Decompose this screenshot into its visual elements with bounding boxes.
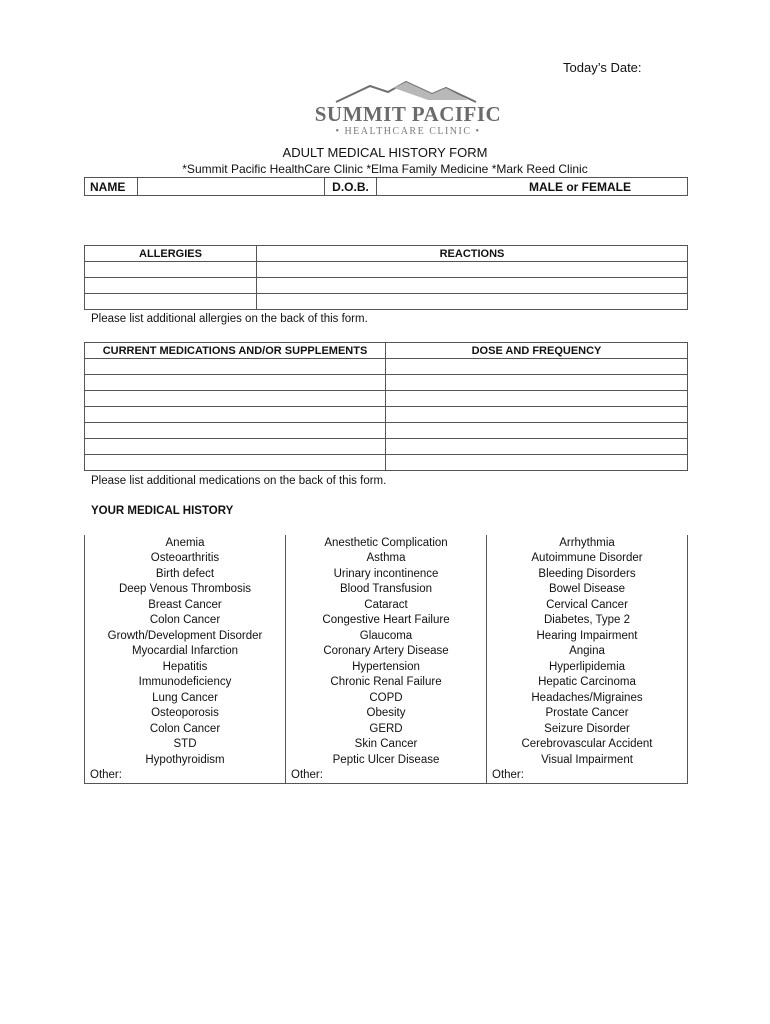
reaction-field[interactable] xyxy=(257,294,688,310)
medication-field[interactable] xyxy=(85,439,386,455)
name-field[interactable] xyxy=(138,178,325,196)
condition-item[interactable]: Urinary incontinence xyxy=(286,566,487,582)
condition-item[interactable]: Colon Cancer xyxy=(85,613,286,629)
condition-item[interactable]: Obesity xyxy=(286,706,487,722)
medications-header: CURRENT MEDICATIONS AND/OR SUPPLEMENTS xyxy=(85,343,386,359)
logo-subtitle: • HEALTHCARE CLINIC • xyxy=(335,126,481,137)
dose-field[interactable] xyxy=(386,359,688,375)
medication-field[interactable] xyxy=(85,423,386,439)
condition-item[interactable]: Osteoporosis xyxy=(85,706,286,722)
condition-item[interactable]: Hypertension xyxy=(286,659,487,675)
table-row xyxy=(85,597,688,613)
condition-item[interactable]: Cerebrovascular Accident xyxy=(487,737,688,753)
table-row xyxy=(85,535,688,551)
condition-item[interactable]: Lung Cancer xyxy=(85,690,286,706)
condition-item[interactable]: Congestive Heart Failure xyxy=(286,613,487,629)
table-row xyxy=(85,582,688,598)
name-label: NAME xyxy=(85,178,138,196)
allergies-note: Please list additional allergies on the back of this form. xyxy=(91,313,368,325)
dose-field[interactable] xyxy=(386,455,688,471)
allergy-field[interactable] xyxy=(85,278,257,294)
table-row xyxy=(85,675,688,691)
condition-item[interactable]: Bleeding Disorders xyxy=(487,566,688,582)
dose-field[interactable] xyxy=(386,439,688,455)
medical-history-title: YOUR MEDICAL HISTORY xyxy=(91,505,234,517)
table-row xyxy=(85,644,688,660)
condition-item[interactable]: Chronic Renal Failure xyxy=(286,675,487,691)
condition-item[interactable]: Diabetes, Type 2 xyxy=(487,613,688,629)
condition-item[interactable]: Deep Venous Thrombosis xyxy=(85,582,286,598)
condition-item[interactable]: Visual Impairment xyxy=(487,752,688,768)
condition-item[interactable]: Peptic Ulcer Disease xyxy=(286,752,487,768)
condition-item[interactable]: Glaucoma xyxy=(286,628,487,644)
condition-item[interactable]: Asthma xyxy=(286,551,487,567)
condition-item[interactable]: Hearing Impairment xyxy=(487,628,688,644)
condition-item[interactable]: Colon Cancer xyxy=(85,721,286,737)
table-row xyxy=(85,628,688,644)
form-title: ADULT MEDICAL HISTORY FORM xyxy=(282,145,488,160)
condition-item[interactable]: Other: xyxy=(487,768,688,784)
clinic-list: *Summit Pacific HealthCare Clinic *Elma Family Medicine *Mark Reed Clinic xyxy=(182,162,588,176)
medical-history-table xyxy=(84,535,688,784)
table-row xyxy=(85,752,688,768)
condition-item[interactable]: Hepatitis xyxy=(85,659,286,675)
condition-item[interactable]: STD xyxy=(85,737,286,753)
condition-item[interactable]: Hyperlipidemia xyxy=(487,659,688,675)
condition-item[interactable]: GERD xyxy=(286,721,487,737)
condition-item[interactable]: Immunodeficiency xyxy=(85,675,286,691)
condition-item[interactable]: Cataract xyxy=(286,597,487,613)
table-row xyxy=(85,721,688,737)
table-row xyxy=(85,768,688,784)
table-row xyxy=(85,706,688,722)
patient-info-table xyxy=(84,177,688,196)
condition-item[interactable]: Other: xyxy=(286,768,487,784)
dob-label: D.O.B. xyxy=(325,178,377,196)
mountain-logo-icon xyxy=(308,78,508,104)
condition-item[interactable]: Myocardial Infarction xyxy=(85,644,286,660)
condition-item[interactable]: Blood Transfusion xyxy=(286,582,487,598)
dose-field[interactable] xyxy=(386,375,688,391)
reaction-field[interactable] xyxy=(257,278,688,294)
sex-label[interactable]: MALE or FEMALE xyxy=(377,178,688,196)
medication-field[interactable] xyxy=(85,455,386,471)
condition-item[interactable]: COPD xyxy=(286,690,487,706)
condition-item[interactable]: Seizure Disorder xyxy=(487,721,688,737)
dose-field[interactable] xyxy=(386,407,688,423)
medication-field[interactable] xyxy=(85,391,386,407)
condition-item[interactable]: Coronary Artery Disease xyxy=(286,644,487,660)
condition-item[interactable]: Osteoarthritis xyxy=(85,551,286,567)
reactions-header: REACTIONS xyxy=(257,246,688,262)
condition-item[interactable]: Hepatic Carcinoma xyxy=(487,675,688,691)
condition-item[interactable]: Headaches/Migraines xyxy=(487,690,688,706)
logo-name: SUMMIT PACIFIC xyxy=(314,102,502,126)
condition-item[interactable]: Anemia xyxy=(85,535,286,551)
reaction-field[interactable] xyxy=(257,262,688,278)
condition-item[interactable]: Autoimmune Disorder xyxy=(487,551,688,567)
condition-item[interactable]: Birth defect xyxy=(85,566,286,582)
table-row xyxy=(85,690,688,706)
condition-item[interactable]: Other: xyxy=(85,768,286,784)
condition-item[interactable]: Arrhythmia xyxy=(487,535,688,551)
condition-item[interactable]: Cervical Cancer xyxy=(487,597,688,613)
allergy-field[interactable] xyxy=(85,262,257,278)
table-row xyxy=(85,613,688,629)
medications-note: Please list additional medications on the back of this form. xyxy=(91,475,387,487)
medication-field[interactable] xyxy=(85,407,386,423)
table-row xyxy=(85,566,688,582)
allergy-field[interactable] xyxy=(85,294,257,310)
condition-item[interactable]: Growth/Development Disorder xyxy=(85,628,286,644)
table-row xyxy=(85,737,688,753)
table-row xyxy=(85,659,688,675)
allergies-table xyxy=(84,245,688,310)
condition-item[interactable]: Bowel Disease xyxy=(487,582,688,598)
condition-item[interactable]: Angina xyxy=(487,644,688,660)
dose-field[interactable] xyxy=(386,391,688,407)
medication-field[interactable] xyxy=(85,359,386,375)
condition-item[interactable]: Skin Cancer xyxy=(286,737,487,753)
todays-date-label: Today’s Date: xyxy=(563,60,642,75)
allergies-header: ALLERGIES xyxy=(85,246,257,262)
table-row xyxy=(85,551,688,567)
medication-field[interactable] xyxy=(85,375,386,391)
dose-header: DOSE AND FREQUENCY xyxy=(386,343,688,359)
condition-item[interactable]: Prostate Cancer xyxy=(487,706,688,722)
condition-item[interactable]: Breast Cancer xyxy=(85,597,286,613)
condition-item[interactable]: Hypothyroidism xyxy=(85,752,286,768)
medications-table xyxy=(84,342,688,471)
condition-item[interactable]: Anesthetic Complication xyxy=(286,535,487,551)
clinic-logo xyxy=(308,78,508,140)
dose-field[interactable] xyxy=(386,423,688,439)
